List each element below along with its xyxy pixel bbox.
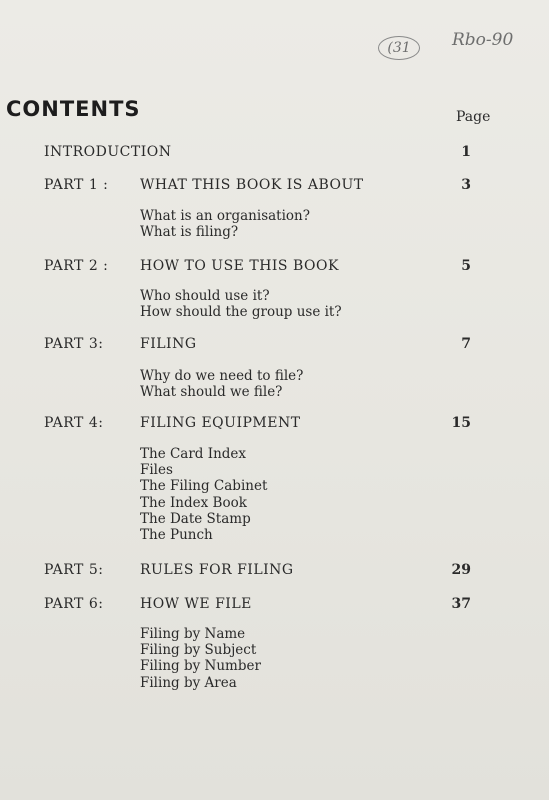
toc-subitems-part-1 [140,208,310,240]
toc-page-number: 7 [461,336,471,352]
toc-entry-part-4 [0,414,549,432]
toc-page-number: 37 [451,596,471,612]
toc-part-label: PART 5: [44,562,104,578]
toc-entry-title: FILING [140,336,197,352]
toc-subitem: The Filing Cabinet [140,478,268,495]
toc-subitem: The Punch [140,527,213,544]
handwritten-circled-note: (31 [378,36,420,60]
toc-page-number: 5 [461,258,471,274]
toc-entry-part-3 [0,335,549,353]
toc-entry-title: FILING EQUIPMENT [140,415,301,431]
toc-subitems-part-6 [140,626,261,691]
toc-entry-part-6 [0,595,549,613]
toc-entry-part-5 [0,561,549,579]
toc-subitems-part-3 [140,368,303,400]
toc-page-number: 15 [451,415,471,431]
toc-subitem: Filing by Name [140,626,246,642]
toc-part-label: PART 1 : [44,177,109,193]
toc-part-label: PART 6: [44,596,104,612]
toc-part-label: PART 4: [44,415,104,431]
page-column-label: Page [456,109,491,125]
toc-subitems-part-4 [140,446,267,543]
toc-part-label: PART 3: [44,336,104,352]
toc-subitem: What is an organisation? [140,208,310,224]
toc-entry-title: WHAT THIS BOOK IS ABOUT [140,177,364,193]
toc-entry-introduction [0,143,549,161]
toc-subitem: The Card Index [140,446,247,462]
toc-part-label: PART 2 : [44,258,109,274]
toc-entry-title: RULES FOR FILING [140,562,294,578]
toc-subitem: Who should use it? [140,288,270,304]
toc-page-number: 3 [461,177,471,193]
toc-subitem: What should we file? [140,384,283,401]
toc-entry-title: HOW TO USE THIS BOOK [140,258,339,274]
toc-subitem: Files [140,462,173,479]
toc-page-number: 1 [461,144,471,160]
toc-subitem: Filing by Area [140,674,237,691]
toc-subitem: The Index Book [140,494,247,511]
toc-page-number: 29 [451,562,471,578]
toc-subitem: The Date Stamp [140,510,251,527]
toc-subitem: Filing by Number [140,658,261,675]
contents-heading: CONTENTS [6,97,141,121]
toc-entry-title: INTRODUCTION [44,144,172,160]
toc-subitem: How should the group use it? [140,304,342,321]
toc-subitems-part-2 [140,288,342,320]
toc-subitem: What is filing? [140,224,239,241]
handwritten-price-note: Rbo-90 [452,30,514,50]
toc-subitem: Why do we need to file? [140,368,304,384]
toc-entry-part-1 [0,176,549,194]
toc-entry-part-2 [0,257,549,275]
toc-subitem: Filing by Subject [140,642,257,659]
toc-entry-title: HOW WE FILE [140,596,252,612]
